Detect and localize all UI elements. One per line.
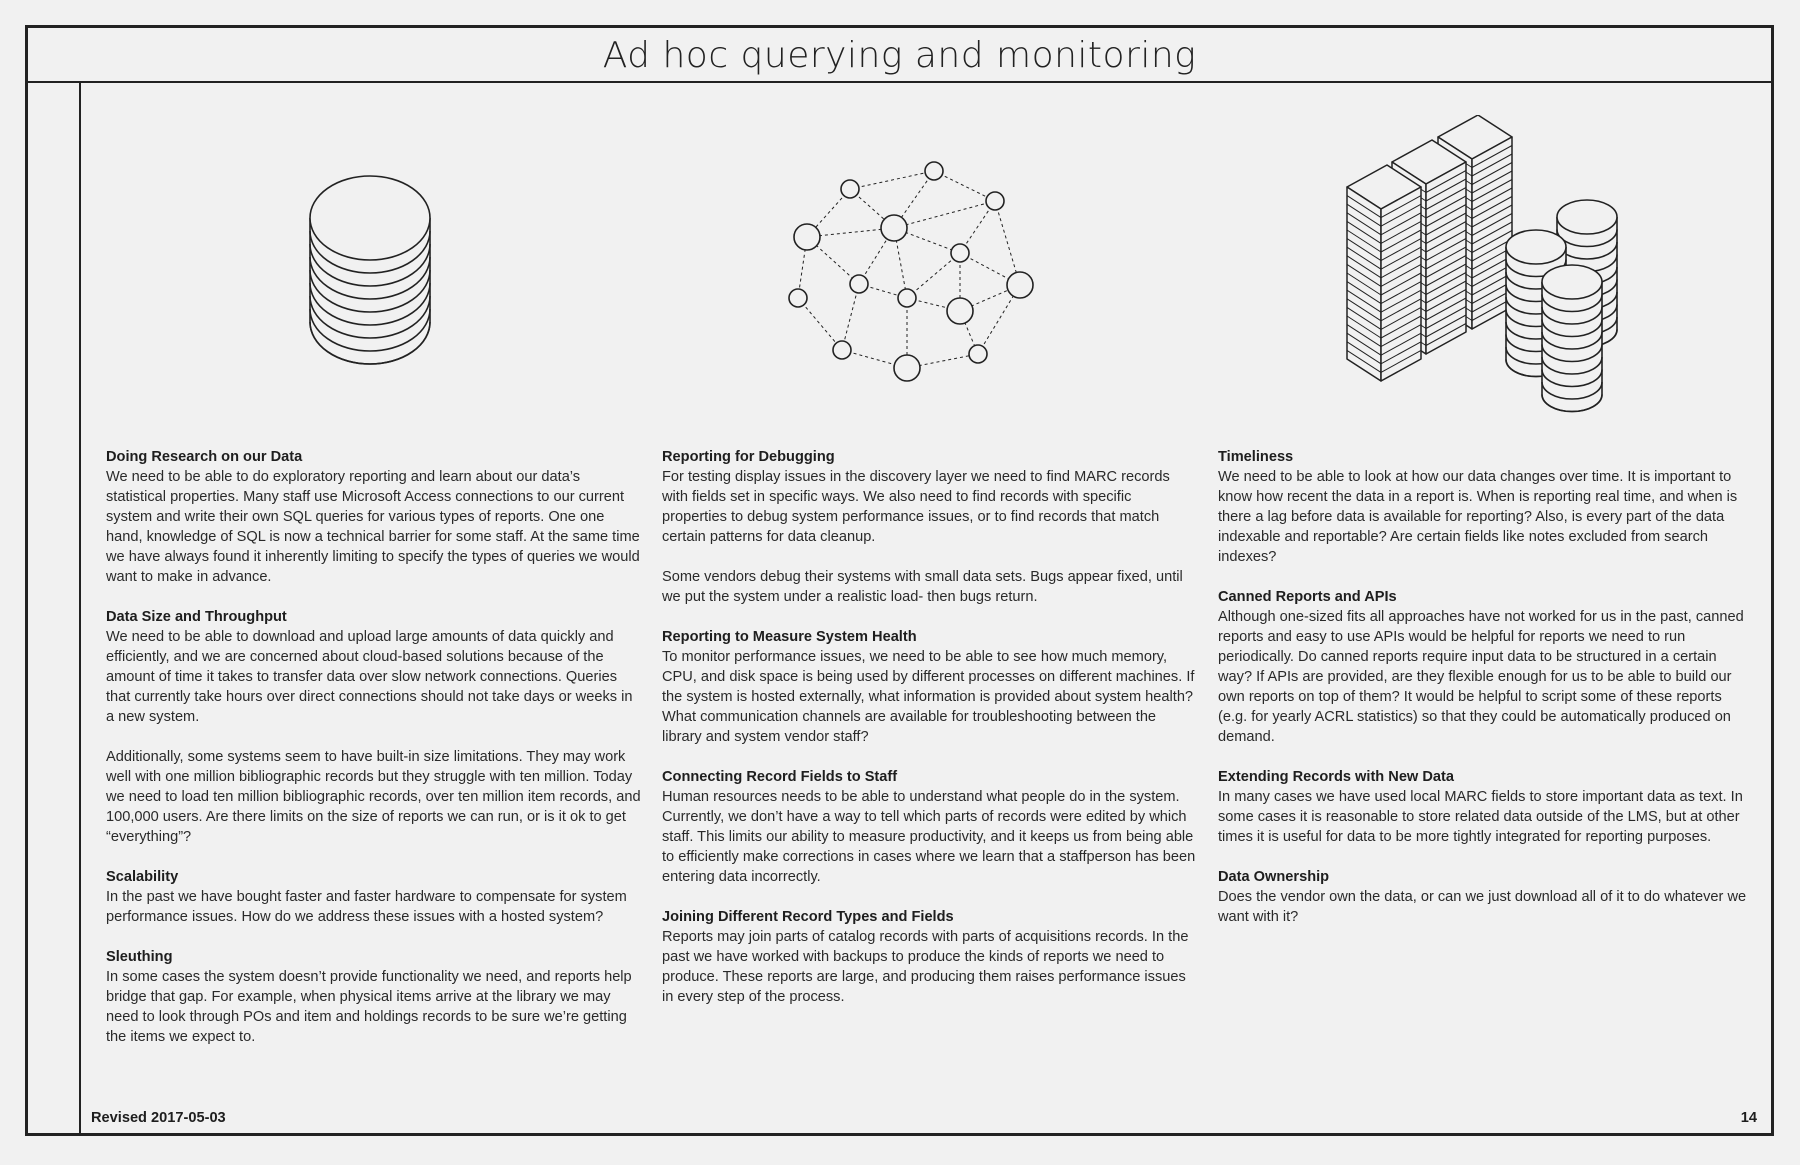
left-margin-rule [79,81,81,1133]
section-heading: Joining Different Record Types and Fields [662,909,954,925]
section-paragraph: In some cases the system doesn’t provide functionality we need, and reports help bridge that gap. For example, when physical items arrive at the library we may need to look through POs and item and holdings records to be sure we’re getting the items we expect to. [106,969,632,1045]
section-sleuthing [106,947,641,1047]
section-heading: Data Size and Throughput [106,609,287,625]
section-record-fields-staff [662,767,1197,887]
section-system-health [662,627,1197,747]
section-extending-records [1218,767,1753,847]
section-paragraph: Does the vendor own the data, or can we just download all of it to do whatever we want with it? [1218,889,1747,925]
section-timeliness [1218,447,1753,567]
section-heading: Connecting Record Fields to Staff [662,769,898,785]
section-paragraph: Human resources needs to be able to understand what people do in the system. Currently, we don’t have a way to tell which parts of records were edited by which staff. This limits our ability to measure productivity, and it keeps us from being able to efficiently make corrections in cases where we learn that a staffperson has been entering data incorrectly. [662,789,1196,885]
section-joining-records [662,907,1197,1007]
section-heading: Timeliness [1218,449,1294,465]
section-paragraph: Although one-sized fits all approaches have not worked for us in the past, canned reports and easy to use APIs would be helpful for reports we need to run periodically. Do canned reports require input data to be structured in a certain way? If APIs are provided, are they flexible enough for us to be able to build our own reports on top of them? It would be helpful to script some of these reports (e.g. for yearly ACRL statistics) so that they could be automatically produced on demand. [1218,609,1744,745]
section-paragraph: In the past we have bought faster and faster hardware to compensate for system performance issues. How do we address these issues with a hosted system? [106,889,627,925]
section-heading: Reporting for Debugging [662,449,835,465]
revised-date: Revised 2017-05-03 [91,1110,226,1126]
section-canned-reports [1218,587,1753,747]
section-paragraph: Additionally, some systems seem to have built-in size limitations. They may work well with one million bibliographic records but they struggle with ten million. Today we need to load ten million bibliographic records, over ten million item records, and 100,000 users. Are there limits on the size of reports we can run, or is it ok to get “everything”? [106,749,641,845]
page-number: 14 [1740,1110,1757,1126]
section-heading: Sleuthing [106,949,173,965]
servers-and-databases-icon [1340,115,1630,415]
section-reporting-debugging [662,447,1197,607]
section-heading: Scalability [106,869,179,885]
column-left [106,447,641,1067]
network-graph-icon [780,155,1050,385]
section-data-size [106,607,641,847]
section-paragraph: In many cases we have used local MARC fields to store important data as text. In some cases it is reasonable to store related data outside of the LMS, but at other times it is useful for data to be more tightly integrated for reporting purposes. [1218,789,1743,845]
section-heading: Canned Reports and APIs [1218,589,1397,605]
section-paragraph: We need to be able to download and upload large amounts of data quickly and efficiently, and we are concerned about cloud-based solutions because of the amount of time it takes to transfer data over slow network connections. Queries that currently take hours over direct connections should not take days or weeks in a new system. [106,629,633,725]
section-doing-research [106,447,641,587]
database-stack-icon [305,170,435,370]
title-bar [28,28,1771,83]
column-middle [662,447,1197,1027]
section-scalability [106,867,641,927]
section-heading: Doing Research on our Data [106,449,303,465]
section-heading: Reporting to Measure System Health [662,629,917,645]
section-paragraph: For testing display issues in the discovery layer we need to find MARC records with fields set in specific ways. We also need to find records with specific properties to debug system performance issues, or to find records that match certain patterns for data cleanup. [662,469,1170,545]
section-heading: Extending Records with New Data [1218,769,1454,785]
section-paragraph: Some vendors debug their systems with small data sets. Bugs appear fixed, until we put the system under a realistic load- then bugs return. [662,569,1183,605]
section-heading: Data Ownership [1218,869,1330,885]
section-paragraph: We need to be able to look at how our data changes over time. It is important to know how recent the data in a report is. When is reporting real time, and when is there a lag before data is available for reporting? Also, is every part of the data indexable and reportable? Are certain fields like notes excluded from search indexes? [1218,469,1738,565]
section-data-ownership [1218,867,1753,927]
column-right [1218,447,1753,947]
section-paragraph: To monitor performance issues, we need to be able to see how much memory, CPU, and disk space is being used by different processes on different machines. If the system is hosted externally, what information is provided about system health? What communication channels are available for troubleshooting between the library and system vendor staff? [662,649,1195,745]
section-paragraph: Reports may join parts of catalog records with parts of acquisitions records. In the past we have worked with backups to produce the kinds of reports we need to produce. These reports are large, and producing them raises performance issues in every step of the process. [662,929,1189,1005]
page-title: Ad hoc querying and monitoring [602,35,1197,76]
section-paragraph: We need to be able to do exploratory reporting and learn about our data’s statistical properties. Many staff use Microsoft Access connections to our current system and write their own SQL queries for various types of reports. One one hand, knowledge of SQL is now a technical barrier for some staff. At the same time we have always found it inherently limiting to specify the types of queries we would want to make in advance. [106,469,640,585]
